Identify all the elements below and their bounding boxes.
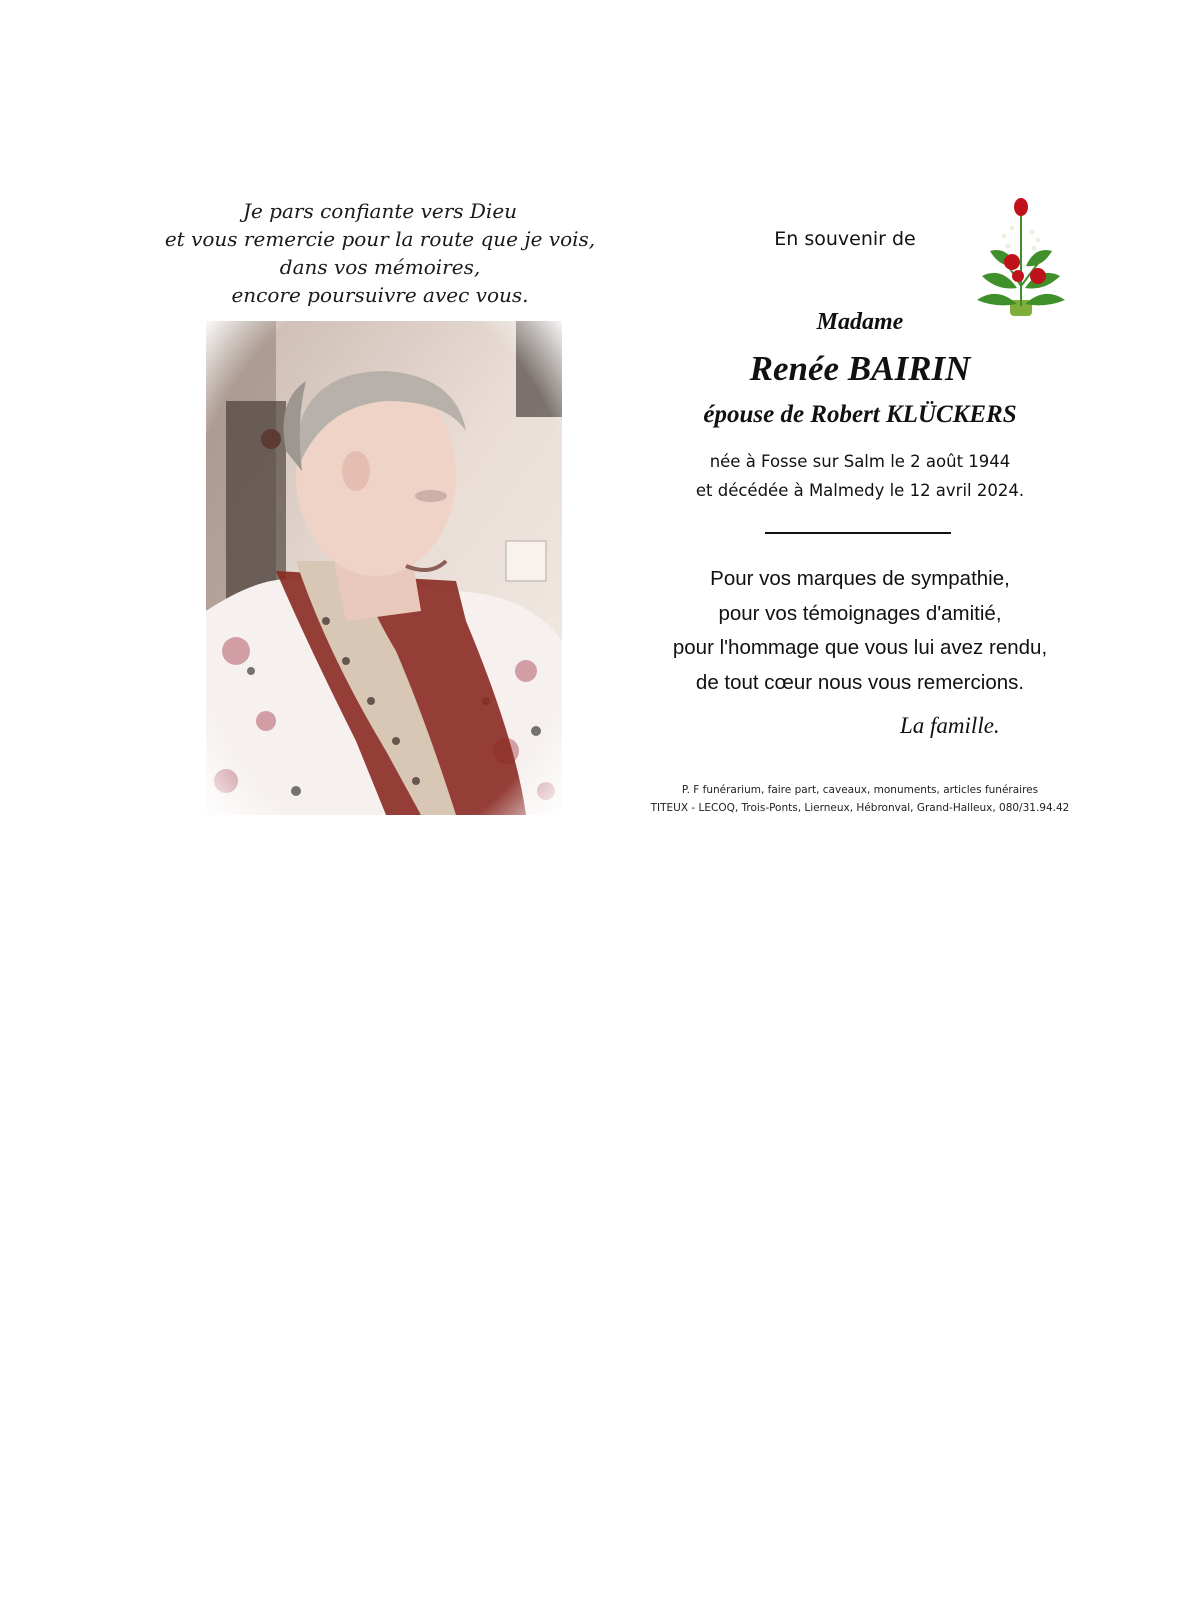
deceased-name: Renée BAIRIN: [749, 349, 971, 388]
honorific: Madame: [816, 309, 904, 335]
portrait-photo: [206, 321, 562, 815]
divider: [765, 532, 951, 534]
birth-line: née à Fosse sur Salm le 2 août 1944: [709, 452, 1011, 471]
poem: [150, 197, 610, 309]
footer-line: TITEUX - LECOQ, Trois-Ponts, Lierneux, Hébronval, Grand-Halleux, 080/31.94.42: [650, 802, 1070, 814]
dates: [640, 447, 1080, 505]
thanks-line: Pour vos marques de sympathie,: [710, 567, 1010, 590]
death-line: et décédée à Malmedy le 12 avril 2024.: [695, 481, 1025, 500]
rose-bouquet-icon: [972, 196, 1070, 320]
signature: La famille.: [900, 713, 1000, 738]
footer-line: P. F funérarium, faire part, caveaux, monuments, articles funéraires: [681, 784, 1039, 796]
footer: [620, 781, 1100, 817]
poem-line: encore poursuivre avec vous.: [231, 283, 529, 307]
souvenir-heading: En souvenir de: [774, 228, 916, 250]
spouse-line: épouse de Robert KLÜCKERS: [703, 401, 1017, 428]
thanks-line: pour l'hommage que vous lui avez rendu,: [672, 636, 1048, 659]
thanks-line: de tout cœur nous vous remercions.: [695, 670, 1025, 694]
thanks-text: [620, 562, 1100, 700]
poem-line: et vous remercie pour la route que je vois,: [164, 227, 596, 251]
poem-line: Je pars confiante vers Dieu: [242, 199, 518, 223]
thanks-line: pour vos témoignages d'amitié,: [718, 601, 1002, 625]
poem-line: dans vos mémoires,: [279, 255, 481, 279]
